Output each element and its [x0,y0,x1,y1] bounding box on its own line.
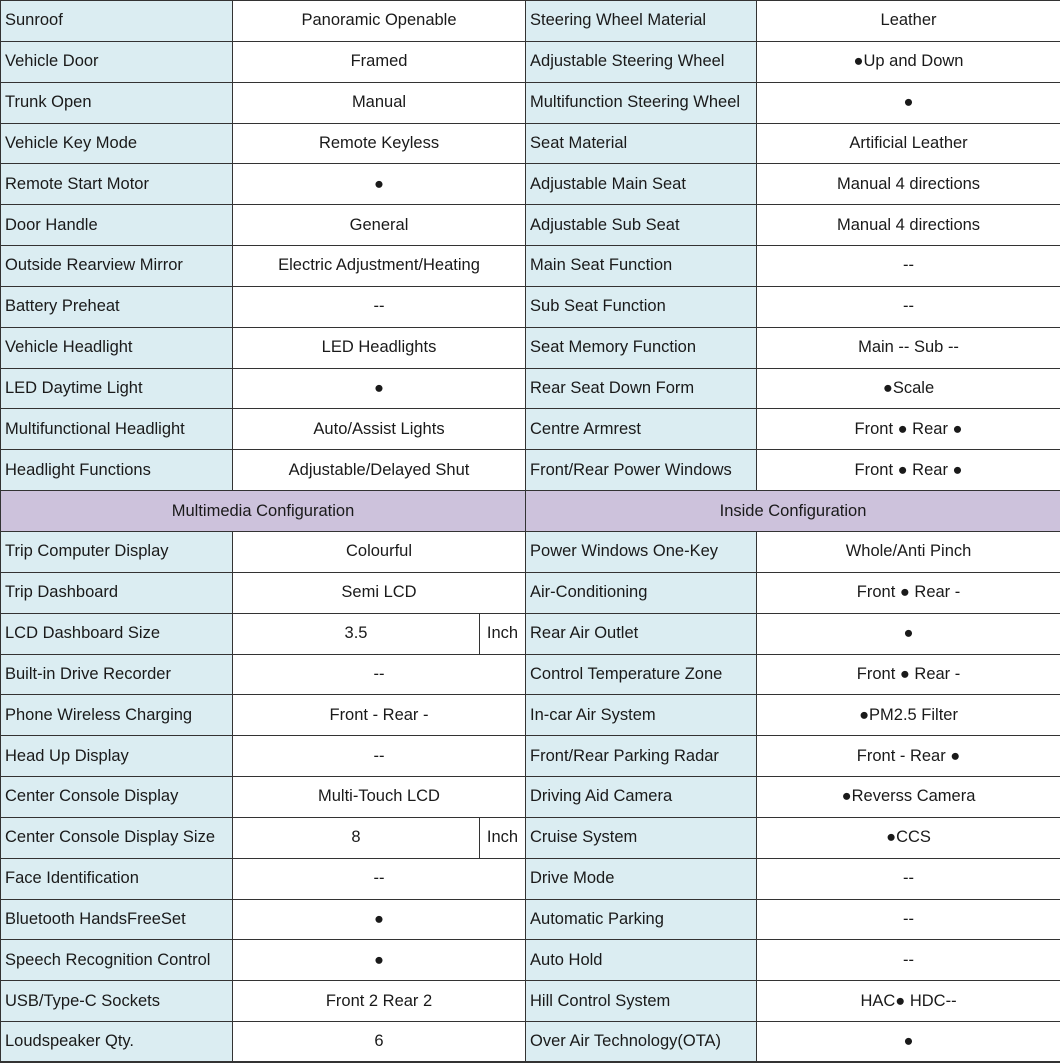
spec-label: Drive Mode [526,858,757,899]
spec-value: ●Reverss Camera [757,777,1060,818]
spec-value: Framed [233,41,526,82]
spec-label: Loudspeaker Qty. [1,1022,233,1063]
spec-value: -- [233,858,526,899]
spec-row [1,531,1060,572]
spec-row [1,613,1060,654]
spec-label: Remote Start Motor [1,164,233,205]
spec-label: Multifunctional Headlight [1,409,233,450]
spec-value: -- [757,286,1060,327]
spec-value: ●CCS [757,817,1060,858]
spec-row [1,1,1060,42]
spec-value: Front ● Rear ● [757,450,1060,491]
spec-value: Auto/Assist Lights [233,409,526,450]
spec-label: Air-Conditioning [526,572,757,613]
spec-row [1,858,1060,899]
spec-label: Bluetooth HandsFreeSet [1,899,233,940]
spec-value: Manual [233,82,526,123]
spec-value: General [233,205,526,246]
spec-label: Trunk Open [1,82,233,123]
spec-label: Phone Wireless Charging [1,695,233,736]
spec-value: Adjustable/Delayed Shut [233,450,526,491]
spec-value: -- [233,736,526,777]
spec-value: Manual 4 directions [757,205,1060,246]
spec-value: Panoramic Openable [233,1,526,42]
section-header-row [1,491,1060,532]
spec-row [1,123,1060,164]
spec-label: Seat Memory Function [526,327,757,368]
spec-row [1,695,1060,736]
spec-value: Semi LCD [233,572,526,613]
spec-value: Electric Adjustment/Heating [233,246,526,287]
spec-label: Centre Armrest [526,409,757,450]
spec-row [1,654,1060,695]
spec-value: Front 2 Rear 2 [233,981,526,1022]
spec-value: ● [757,1022,1060,1063]
spec-value: Front - Rear ● [757,736,1060,777]
spec-row [1,82,1060,123]
spec-value: Main -- Sub -- [757,327,1060,368]
spec-label: Face Identification [1,858,233,899]
spec-value: -- [233,654,526,695]
spec-value: Front ● Rear ● [757,409,1060,450]
spec-value: ● [233,368,526,409]
spec-value: ● [233,899,526,940]
spec-label: Sub Seat Function [526,286,757,327]
spec-value: Leather [757,1,1060,42]
spec-value: ● [757,82,1060,123]
spec-unit: Inch [480,613,526,654]
spec-label: Front/Rear Parking Radar [526,736,757,777]
spec-value: ●Scale [757,368,1060,409]
spec-row [1,817,1060,858]
spec-row [1,164,1060,205]
spec-label: Adjustable Sub Seat [526,205,757,246]
spec-label: Vehicle Door [1,41,233,82]
spec-value: Colourful [233,531,526,572]
spec-value: Multi-Touch LCD [233,777,526,818]
spec-value: Whole/Anti Pinch [757,531,1060,572]
spec-row [1,1022,1060,1063]
spec-label: Speech Recognition Control [1,940,233,981]
spec-label: Over Air Technology(OTA) [526,1022,757,1063]
spec-value: -- [757,246,1060,287]
spec-row [1,572,1060,613]
spec-row [1,981,1060,1022]
spec-label: Rear Seat Down Form [526,368,757,409]
spec-value: Front ● Rear - [757,654,1060,695]
spec-label: Multifunction Steering Wheel [526,82,757,123]
spec-value: ● [233,164,526,205]
spec-label: Adjustable Main Seat [526,164,757,205]
spec-row [1,899,1060,940]
spec-label: Main Seat Function [526,246,757,287]
spec-label: Hill Control System [526,981,757,1022]
section-title-inside: Inside Configuration [526,491,1060,532]
spec-label: Auto Hold [526,940,757,981]
spec-table-body [1,1,1060,1063]
spec-label: Center Console Display Size [1,817,233,858]
spec-label: Seat Material [526,123,757,164]
spec-value: LED Headlights [233,327,526,368]
spec-value: Artificial Leather [757,123,1060,164]
spec-value: ● [757,613,1060,654]
spec-label: Steering Wheel Material [526,1,757,42]
spec-row [1,327,1060,368]
spec-value: 6 [233,1022,526,1063]
spec-value: -- [757,899,1060,940]
spec-unit: Inch [480,817,526,858]
spec-label: Front/Rear Power Windows [526,450,757,491]
spec-label: Outside Rearview Mirror [1,246,233,287]
spec-label: Battery Preheat [1,286,233,327]
spec-label: LED Daytime Light [1,368,233,409]
spec-value: Remote Keyless [233,123,526,164]
spec-value: Front ● Rear - [757,572,1060,613]
spec-row [1,41,1060,82]
spec-row [1,205,1060,246]
spec-row [1,450,1060,491]
section-title-multimedia: Multimedia Configuration [1,491,526,532]
spec-row [1,368,1060,409]
spec-label: Center Console Display [1,777,233,818]
spec-label: Trip Dashboard [1,572,233,613]
spec-label: Cruise System [526,817,757,858]
spec-label: Trip Computer Display [1,531,233,572]
spec-value: Front - Rear - [233,695,526,736]
spec-label: Automatic Parking [526,899,757,940]
spec-value: -- [757,858,1060,899]
spec-value: Manual 4 directions [757,164,1060,205]
spec-value: 3.5 [233,613,480,654]
spec-row [1,409,1060,450]
spec-row [1,777,1060,818]
spec-label: Control Temperature Zone [526,654,757,695]
spec-row [1,736,1060,777]
spec-label: Sunroof [1,1,233,42]
spec-label: Vehicle Key Mode [1,123,233,164]
spec-label: Door Handle [1,205,233,246]
spec-label: Rear Air Outlet [526,613,757,654]
spec-row [1,940,1060,981]
spec-label: Vehicle Headlight [1,327,233,368]
spec-value: -- [233,286,526,327]
spec-label: USB/Type-C Sockets [1,981,233,1022]
spec-label: Power Windows One-Key [526,531,757,572]
spec-row [1,286,1060,327]
spec-label: Adjustable Steering Wheel [526,41,757,82]
spec-value: ● [233,940,526,981]
spec-row [1,246,1060,287]
spec-value: -- [757,940,1060,981]
spec-label: Driving Aid Camera [526,777,757,818]
spec-label: Head Up Display [1,736,233,777]
spec-label: Headlight Functions [1,450,233,491]
spec-label: LCD Dashboard Size [1,613,233,654]
spec-label: In-car Air System [526,695,757,736]
spec-value: ●Up and Down [757,41,1060,82]
spec-label: Built-in Drive Recorder [1,654,233,695]
spec-value: HAC● HDC-- [757,981,1060,1022]
spec-value: 8 [233,817,480,858]
spec-value: ●PM2.5 Filter [757,695,1060,736]
